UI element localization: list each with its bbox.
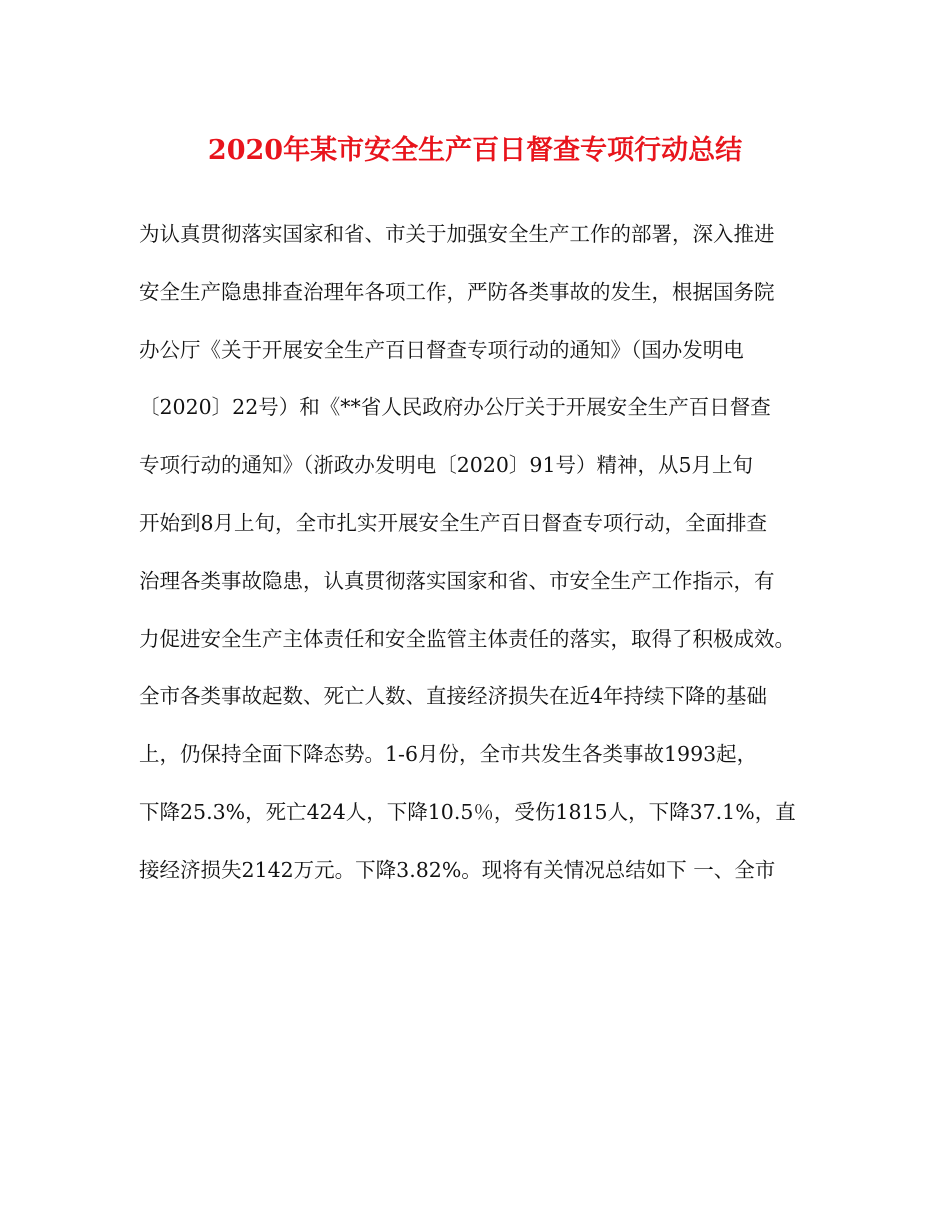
document-body: [139, 214, 839, 908]
body-line: 治理各类事故隐患，认真贯彻落实国家和省、市安全生产工作指示，有: [139, 568, 775, 593]
document-title: 2020年某市安全生产百日督查专项行动总结: [207, 135, 743, 166]
body-line: 接经济损失2142万元。下降3.82%。现将有关情况总结如下 一、全市: [139, 857, 776, 882]
body-line: 下降25.3%，死亡424人，下降10.5％，受伤1815人，下降37.1%，直: [139, 799, 796, 824]
body-line: 上，仍保持全面下降态势。1-6月份，全市共发生各类事故1993起，: [139, 742, 758, 767]
body-line: 〔2020〕22号）和《**省人民政府办公厅关于开展安全生产百日督查: [139, 395, 771, 420]
body-line: 力促进安全生产主体责任和安全监管主体责任的落实，取得了积极成效。: [139, 626, 795, 651]
body-line: 办公厅《关于开展安全生产百日督查专项行动的通知》（国办发明电: [139, 337, 744, 362]
body-line: 安全生产隐患排查治理年各项工作，严防各类事故的发生，根据国务院: [139, 279, 775, 304]
body-line: 全市各类事故起数、死亡人数、直接经济损失在近4年持续下降的基础: [139, 684, 768, 709]
body-line: 开始到8月上旬，全市扎实开展安全生产百日督查专项行动，全面排查: [139, 510, 768, 535]
body-line: 专项行动的通知》（浙政办发明电〔2020〕91号）精神，从5月上旬: [139, 453, 754, 478]
body-line: 为认真贯彻落实国家和省、市关于加强安全生产工作的部署，深入推进: [139, 222, 775, 246]
